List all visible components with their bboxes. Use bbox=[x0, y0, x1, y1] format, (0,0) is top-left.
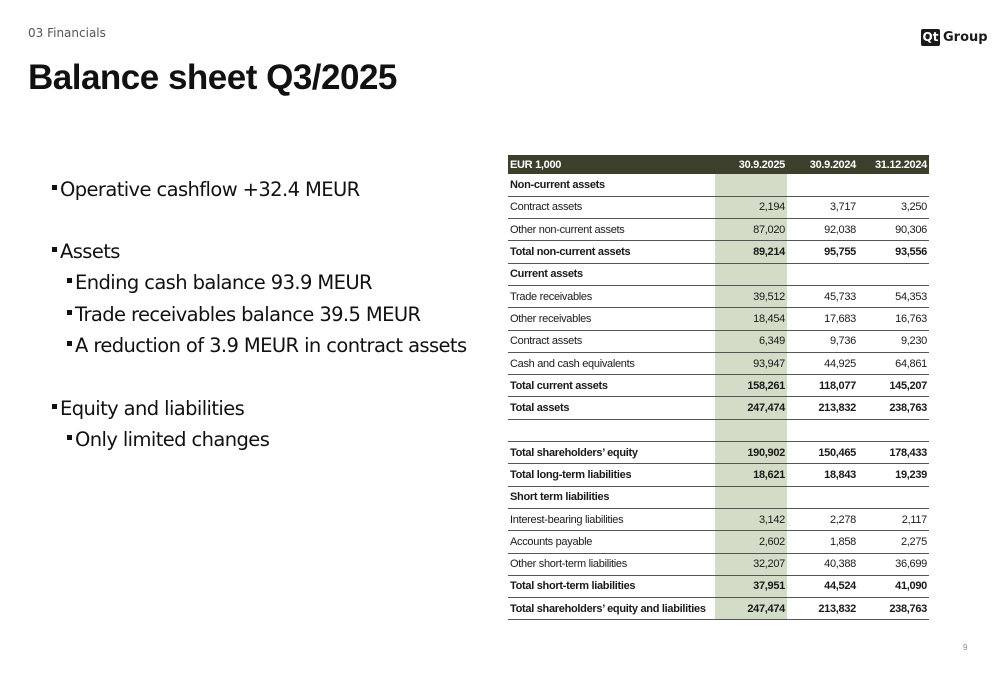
row-label: Accounts payable bbox=[508, 531, 715, 553]
value-cell: 118,077 bbox=[787, 375, 858, 397]
bullet-item bbox=[67, 334, 467, 357]
value-cell: 178,433 bbox=[858, 442, 929, 464]
row-label: Contract assets bbox=[508, 196, 715, 218]
table-row bbox=[508, 352, 929, 374]
value-cell bbox=[715, 419, 787, 441]
table-header-row bbox=[508, 155, 929, 174]
value-cell: 150,465 bbox=[787, 442, 858, 464]
bullet-item bbox=[52, 178, 360, 201]
value-cell: 238,763 bbox=[858, 598, 929, 620]
value-cell: 2,275 bbox=[858, 531, 929, 553]
row-label: Cash and cash equivalents bbox=[508, 352, 715, 374]
table-row bbox=[508, 598, 929, 620]
value-cell: 18,843 bbox=[787, 464, 858, 486]
table-row bbox=[508, 219, 929, 241]
table-row bbox=[508, 464, 929, 486]
value-cell: 41,090 bbox=[858, 575, 929, 597]
value-cell: 87,020 bbox=[715, 219, 787, 241]
bullet-square-icon bbox=[52, 185, 57, 190]
row-label: Trade receivables bbox=[508, 285, 715, 307]
value-cell bbox=[858, 174, 929, 196]
bullet-item bbox=[67, 271, 372, 294]
table-row bbox=[508, 375, 929, 397]
bullet-item bbox=[52, 240, 120, 263]
table-row bbox=[508, 419, 929, 441]
section-label: 03 Financials bbox=[28, 26, 106, 40]
value-cell: 213,832 bbox=[787, 598, 858, 620]
value-cell: 64,861 bbox=[858, 352, 929, 374]
table-row bbox=[508, 508, 929, 530]
table-row bbox=[508, 553, 929, 575]
value-cell: 32,207 bbox=[715, 553, 787, 575]
bullet-square-icon bbox=[67, 310, 72, 315]
value-cell: 158,261 bbox=[715, 375, 787, 397]
value-cell bbox=[787, 263, 858, 285]
table-row bbox=[508, 196, 929, 218]
bullet-text: Ending cash balance 93.9 MEUR bbox=[75, 271, 372, 294]
table-row bbox=[508, 308, 929, 330]
row-label: Other short-term liabilities bbox=[508, 553, 715, 575]
row-label: Current assets bbox=[508, 263, 715, 285]
table-row bbox=[508, 285, 929, 307]
value-cell: 89,214 bbox=[715, 241, 787, 263]
value-cell bbox=[787, 486, 858, 508]
value-cell: 93,947 bbox=[715, 352, 787, 374]
value-cell: 18,621 bbox=[715, 464, 787, 486]
row-label: Total shareholders’ equity and liabilities bbox=[508, 598, 715, 620]
row-label: Other receivables bbox=[508, 308, 715, 330]
balance-sheet-table bbox=[508, 155, 929, 620]
value-cell bbox=[715, 263, 787, 285]
value-cell: 6,349 bbox=[715, 330, 787, 352]
value-cell: 37,951 bbox=[715, 575, 787, 597]
table-row bbox=[508, 531, 929, 553]
header-cell: EUR 1,000 bbox=[508, 155, 715, 174]
qt-group-logo bbox=[921, 29, 988, 46]
row-label: Total current assets bbox=[508, 375, 715, 397]
row-label: Other non-current assets bbox=[508, 219, 715, 241]
value-cell: 145,207 bbox=[858, 375, 929, 397]
qt-logo-icon: Qt bbox=[922, 30, 939, 44]
table-row bbox=[508, 442, 929, 464]
value-cell: 213,832 bbox=[787, 397, 858, 419]
value-cell: 44,925 bbox=[787, 352, 858, 374]
value-cell: 95,755 bbox=[787, 241, 858, 263]
row-label: Total assets bbox=[508, 397, 715, 419]
logo-text: Group bbox=[943, 30, 988, 45]
bullet-square-icon bbox=[67, 435, 72, 440]
value-cell: 247,474 bbox=[715, 598, 787, 620]
value-cell: 2,194 bbox=[715, 196, 787, 218]
row-label: Interest-bearing liabilities bbox=[508, 508, 715, 530]
bullet-text: Trade receivables balance 39.5 MEUR bbox=[75, 303, 421, 326]
bullet-square-icon bbox=[67, 278, 72, 283]
value-cell: 90,306 bbox=[858, 219, 929, 241]
value-cell: 1,858 bbox=[787, 531, 858, 553]
bullet-text: Only limited changes bbox=[75, 428, 270, 451]
bullet-square-icon bbox=[67, 341, 72, 346]
table-row bbox=[508, 174, 929, 196]
value-cell: 19,239 bbox=[858, 464, 929, 486]
row-label bbox=[508, 419, 715, 441]
bullet-item bbox=[67, 428, 269, 451]
value-cell: 3,717 bbox=[787, 196, 858, 218]
value-cell bbox=[858, 263, 929, 285]
value-cell: 238,763 bbox=[858, 397, 929, 419]
value-cell bbox=[715, 174, 787, 196]
value-cell bbox=[787, 419, 858, 441]
value-cell: 40,388 bbox=[787, 553, 858, 575]
value-cell bbox=[787, 174, 858, 196]
value-cell: 17,683 bbox=[787, 308, 858, 330]
value-cell: 190,902 bbox=[715, 442, 787, 464]
row-label: Total non-current assets bbox=[508, 241, 715, 263]
header-cell: 31.12.2024 bbox=[858, 155, 929, 174]
value-cell: 93,556 bbox=[858, 241, 929, 263]
bullet-square-icon bbox=[52, 404, 57, 409]
value-cell: 44,524 bbox=[787, 575, 858, 597]
value-cell: 18,454 bbox=[715, 308, 787, 330]
value-cell bbox=[715, 486, 787, 508]
row-label: Contract assets bbox=[508, 330, 715, 352]
table-row bbox=[508, 575, 929, 597]
value-cell: 36,699 bbox=[858, 553, 929, 575]
value-cell: 2,602 bbox=[715, 531, 787, 553]
row-label: Short term liabilities bbox=[508, 486, 715, 508]
header-cell: 30.9.2024 bbox=[787, 155, 858, 174]
bullet-text: A reduction of 3.9 MEUR in contract assets bbox=[75, 334, 467, 357]
row-label: Total long-term liabilities bbox=[508, 464, 715, 486]
value-cell: 2,117 bbox=[858, 508, 929, 530]
value-cell: 3,250 bbox=[858, 196, 929, 218]
table-row bbox=[508, 263, 929, 285]
table-row bbox=[508, 397, 929, 419]
value-cell: 3,142 bbox=[715, 508, 787, 530]
row-label: Total shareholders’ equity bbox=[508, 442, 715, 464]
table-row bbox=[508, 241, 929, 263]
value-cell bbox=[858, 419, 929, 441]
row-label: Non-current assets bbox=[508, 174, 715, 196]
value-cell: 16,763 bbox=[858, 308, 929, 330]
value-cell: 54,353 bbox=[858, 285, 929, 307]
value-cell: 39,512 bbox=[715, 285, 787, 307]
header-cell: 30.9.2025 bbox=[715, 155, 787, 174]
bullet-item bbox=[52, 397, 244, 420]
table-row bbox=[508, 330, 929, 352]
value-cell bbox=[858, 486, 929, 508]
bullet-item bbox=[67, 303, 421, 326]
value-cell: 2,278 bbox=[787, 508, 858, 530]
page-title: Balance sheet Q3/2025 bbox=[28, 58, 397, 97]
bullet-text: Operative cashflow +32.4 MEUR bbox=[60, 178, 360, 201]
table-row bbox=[508, 486, 929, 508]
value-cell: 9,736 bbox=[787, 330, 858, 352]
value-cell: 45,733 bbox=[787, 285, 858, 307]
value-cell: 92,038 bbox=[787, 219, 858, 241]
value-cell: 9,230 bbox=[858, 330, 929, 352]
row-label: Total short-term liabilities bbox=[508, 575, 715, 597]
bullet-text: Equity and liabilities bbox=[60, 397, 245, 420]
bullet-square-icon bbox=[52, 247, 57, 252]
value-cell: 247,474 bbox=[715, 397, 787, 419]
page-number: 9 bbox=[963, 643, 968, 652]
bullet-text: Assets bbox=[60, 240, 120, 263]
